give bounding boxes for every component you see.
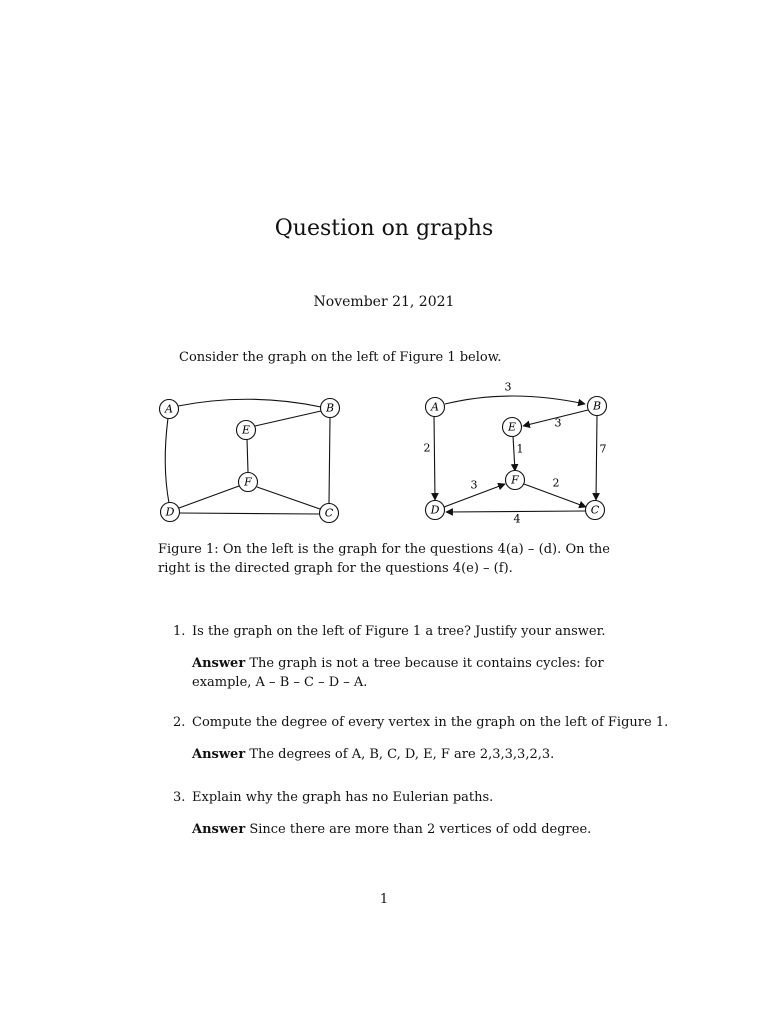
svg-text:B: B <box>592 399 602 413</box>
question-3 <box>173 790 493 805</box>
edge-F-D <box>179 486 239 508</box>
arc-B-C <box>596 416 597 500</box>
left-graph <box>160 399 340 523</box>
answer-1 <box>192 654 608 692</box>
arc-E-F <box>513 436 515 471</box>
question-number: 3. <box>173 790 186 805</box>
right-node-A <box>426 398 445 417</box>
weight-C-D: 4 <box>513 512 521 526</box>
left-node-D <box>161 503 180 522</box>
right-node-F <box>506 471 525 490</box>
answer-label: Answer <box>192 656 246 671</box>
svg-text:D: D <box>165 505 175 519</box>
edge-D-C <box>179 513 319 514</box>
svg-text:C: C <box>590 503 600 517</box>
weight-A-D: 2 <box>423 441 431 455</box>
question-text: Is the graph on the left of Figure 1 a tree? Justify your answer. <box>192 624 606 639</box>
svg-text:D: D <box>430 503 440 517</box>
left-node-C <box>320 504 339 523</box>
right-node-E <box>503 418 522 437</box>
right-node-B <box>588 397 607 416</box>
question-text: Compute the degree of every vertex in the graph on the left of Figure 1. <box>192 715 669 730</box>
svg-text:E: E <box>507 420 517 434</box>
arc-A-B <box>445 396 585 404</box>
weight-B-E: 3 <box>554 416 562 430</box>
left-node-F <box>239 473 258 492</box>
edge-A-B <box>178 399 321 407</box>
svg-text:B: B <box>325 401 335 415</box>
answer-label: Answer <box>192 822 246 837</box>
question-1 <box>173 624 606 639</box>
weight-E-F: 1 <box>516 442 524 456</box>
weight-B-C: 7 <box>599 442 607 456</box>
answer-3 <box>192 820 608 839</box>
left-node-A <box>160 400 179 419</box>
edge-F-C <box>257 487 320 509</box>
svg-text:A: A <box>165 402 173 416</box>
svg-text:F: F <box>244 475 252 489</box>
figure-1 <box>0 370 768 530</box>
document-title: Question on graphs <box>274 216 494 241</box>
right-node-C <box>586 501 605 520</box>
edge-A-D <box>165 418 169 503</box>
right-graph <box>424 381 607 526</box>
left-node-E <box>237 421 256 440</box>
left-node-B <box>321 399 340 418</box>
page-number: 1 <box>379 892 389 907</box>
answer-text: The degrees of A, B, C, D, E, F are 2,3,3,3,2,3. <box>249 747 555 762</box>
svg-text:C: C <box>324 506 334 520</box>
figure-caption: Figure 1: On the left is the graph for the questions 4(a) – (d). On the right is the directed graph for the questions 4(e) – (f). <box>158 542 610 576</box>
weight-A-B: 3 <box>504 380 512 394</box>
answer-2 <box>192 745 608 764</box>
arc-A-D <box>434 416 435 500</box>
question-number: 1. <box>173 624 186 639</box>
weight-F-C: 2 <box>552 476 560 490</box>
intro-paragraph: Consider the graph on the left of Figure 1 below. <box>179 350 502 365</box>
question-2 <box>173 715 668 730</box>
question-text: Explain why the graph has no Eulerian paths. <box>192 790 494 805</box>
svg-text:F: F <box>511 473 519 487</box>
svg-text:A: A <box>431 400 439 414</box>
answer-text: The graph is not a tree because it contains cycles: for example, A – B – C – D – A. <box>192 656 604 690</box>
edge-B-E <box>255 411 321 426</box>
svg-text:E: E <box>241 423 251 437</box>
answer-label: Answer <box>192 747 246 762</box>
answer-text: Since there are more than 2 vertices of odd degree. <box>249 822 592 837</box>
weight-D-F: 3 <box>470 478 478 492</box>
question-number: 2. <box>173 715 186 730</box>
document-date: November 21, 2021 <box>313 294 455 310</box>
edge-B-C <box>329 418 330 503</box>
edge-E-F <box>247 439 248 472</box>
right-node-D <box>426 501 445 520</box>
